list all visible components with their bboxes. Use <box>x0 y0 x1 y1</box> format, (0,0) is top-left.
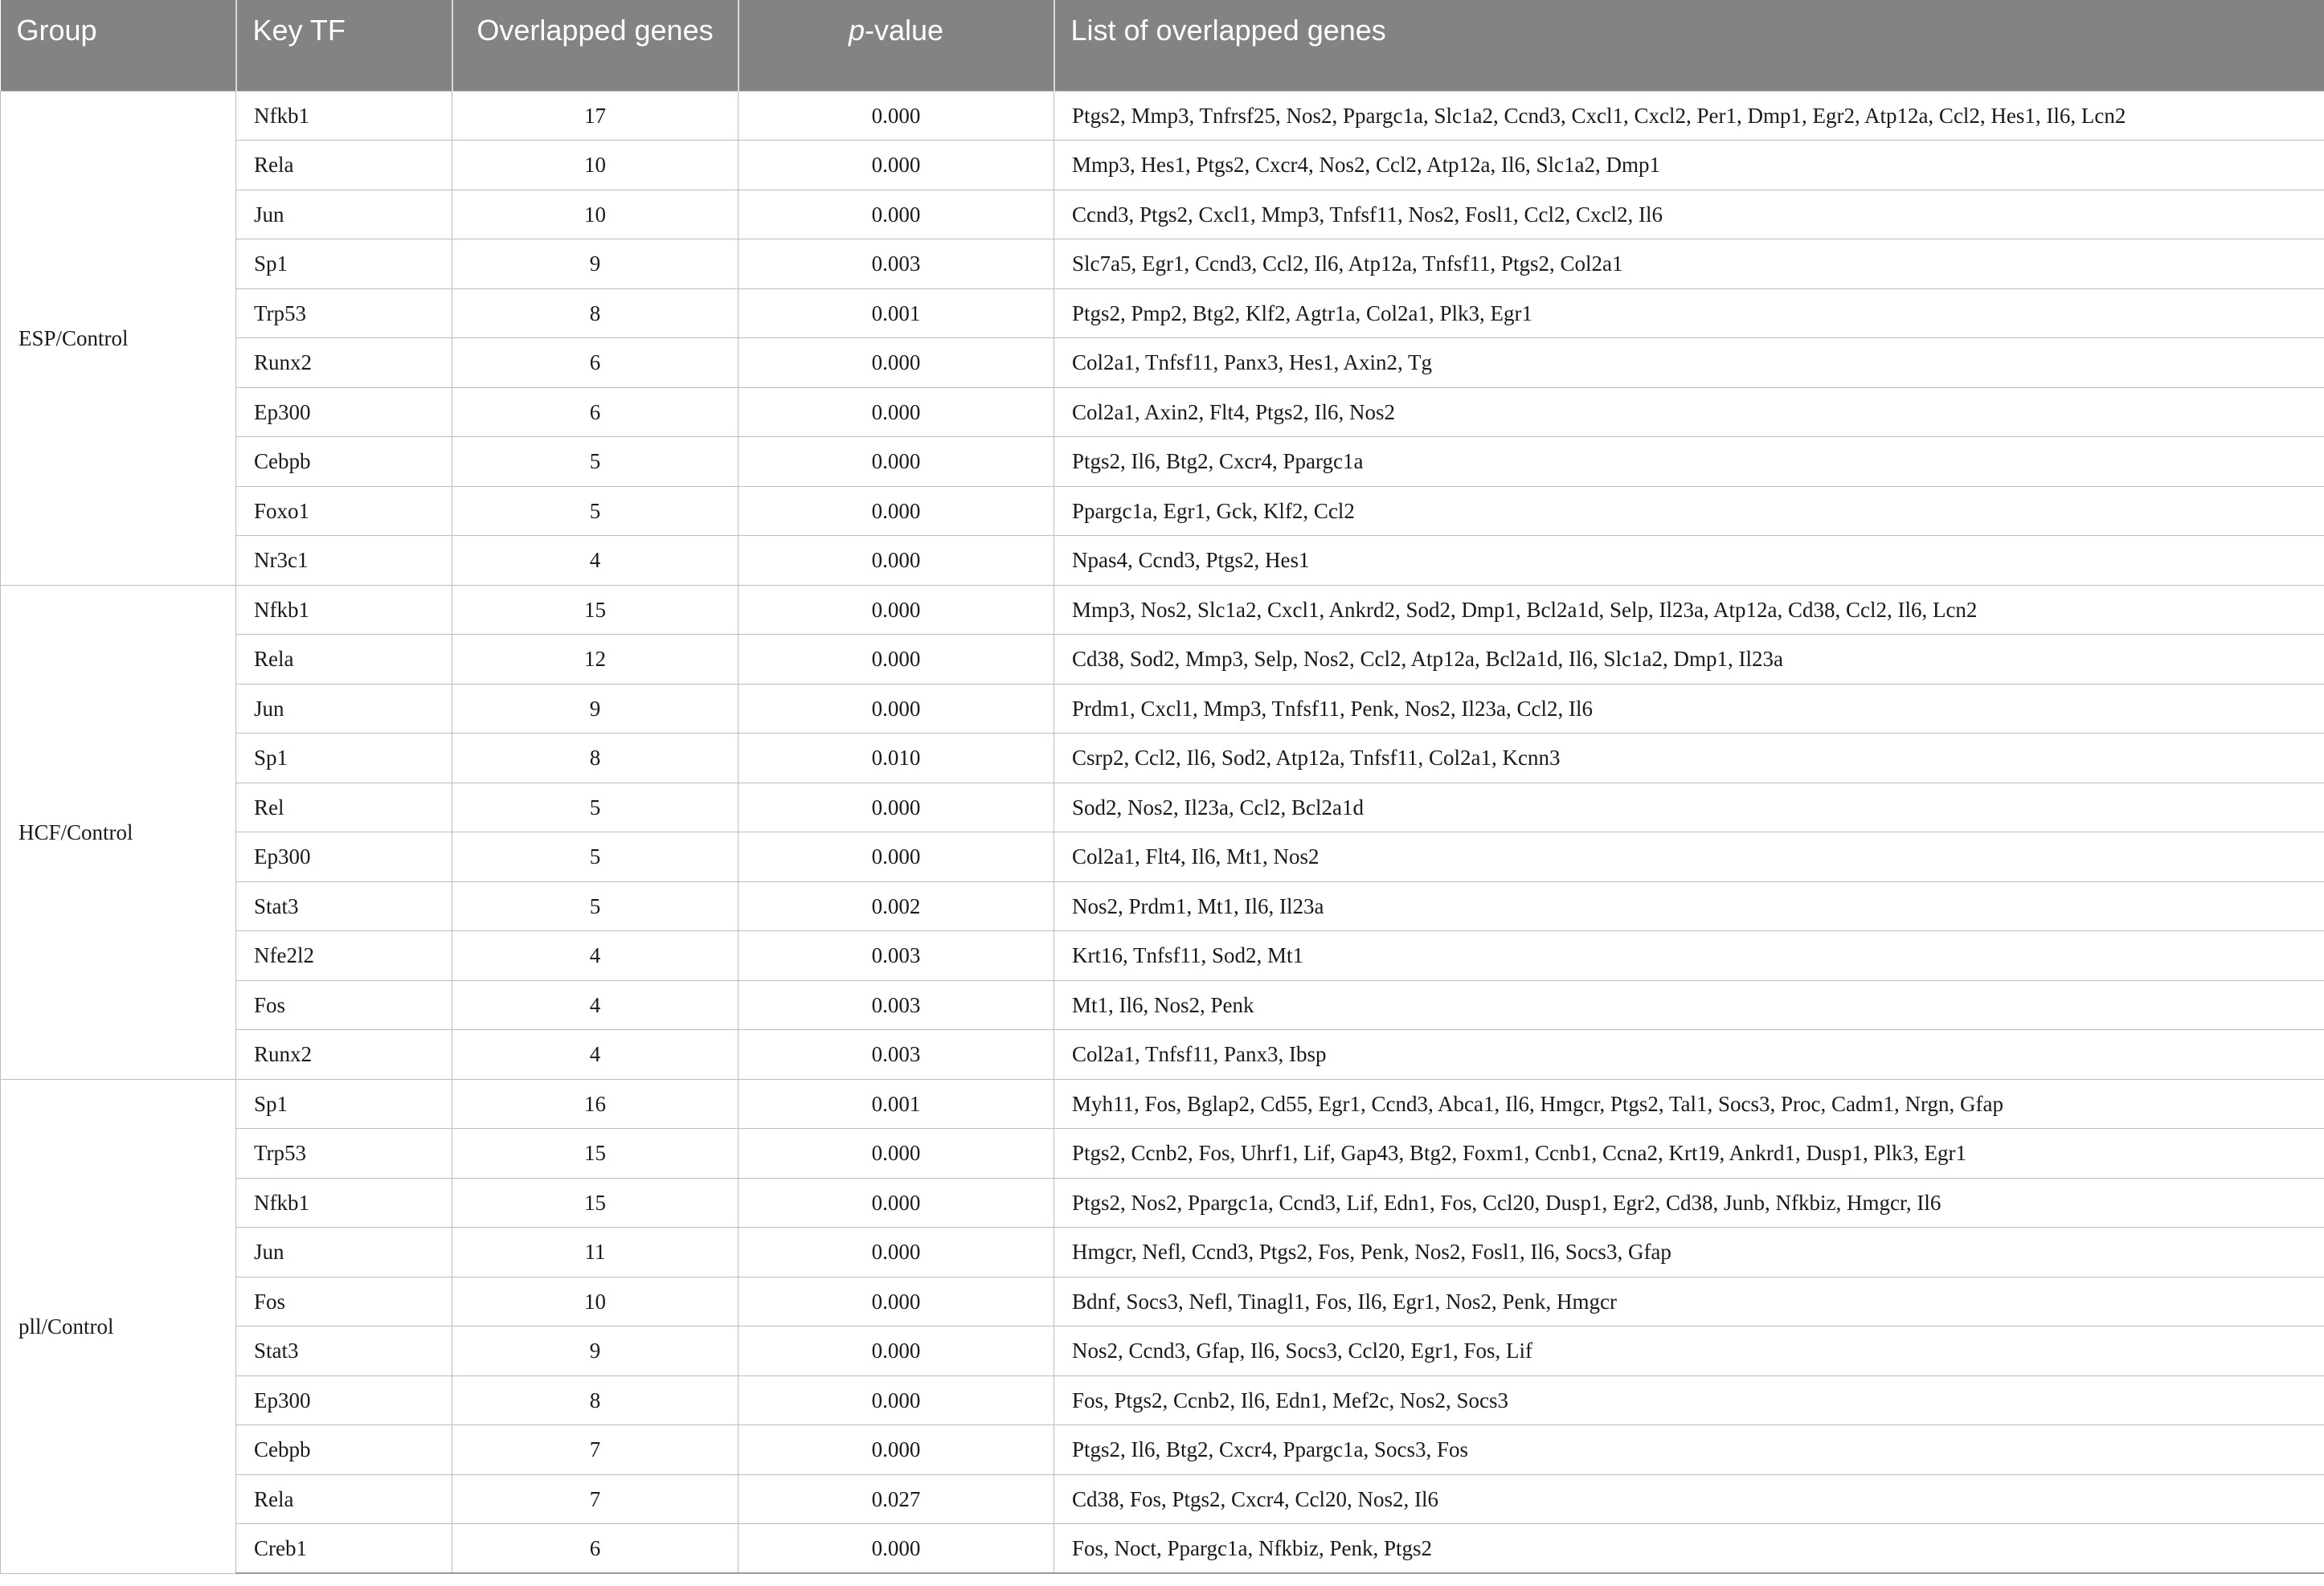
overlap-count-cell: 10 <box>452 190 739 239</box>
gene-list-cell: Col2a1, Flt4, Il6, Mt1, Nos2 <box>1054 832 2324 882</box>
p-value-cell: 0.000 <box>739 1178 1054 1228</box>
gene-list-cell: Sod2, Nos2, Il23a, Ccl2, Bcl2a1d <box>1054 783 2324 832</box>
table-row <box>1 1474 2324 1524</box>
p-value-cell: 0.000 <box>739 1375 1054 1425</box>
key-tf-cell: Fos <box>236 1277 452 1326</box>
key-tf-cell: Creb1 <box>236 1524 452 1574</box>
gene-list-cell: Myh11, Fos, Bglap2, Cd55, Egr1, Ccnd3, Abca1, Il6, Hmgcr, Ptgs2, Tal1, Socs3, Proc, Cadm1, Nrgn, Gfap <box>1054 1079 2324 1129</box>
header-p-value <box>739 0 1054 91</box>
table-row <box>1 585 2324 635</box>
overlap-count-cell: 8 <box>452 288 739 338</box>
gene-list-cell: Cd38, Sod2, Mmp3, Selp, Nos2, Ccl2, Atp12a, Bcl2a1d, Il6, Slc1a2, Dmp1, Il23a <box>1054 635 2324 685</box>
gene-list-cell: Ptgs2, Mmp3, Tnfrsf25, Nos2, Ppargc1a, Slc1a2, Ccnd3, Cxcl1, Cxcl2, Per1, Dmp1, Egr2, Atp12a, Ccl2, Hes1, Il6, Lcn2 <box>1054 91 2324 141</box>
overlap-count-cell: 17 <box>452 91 739 141</box>
key-tf-cell: Sp1 <box>236 239 452 289</box>
gene-list-cell: Col2a1, Axin2, Flt4, Ptgs2, Il6, Nos2 <box>1054 387 2324 437</box>
table-row <box>1 635 2324 685</box>
p-value-cell: 0.027 <box>739 1474 1054 1524</box>
table-row <box>1 190 2324 239</box>
key-tf-cell: Runx2 <box>236 1030 452 1080</box>
header-p-suffix: -value <box>864 14 944 47</box>
gene-list-cell: Ccnd3, Ptgs2, Cxcl1, Mmp3, Tnfsf11, Nos2, Fosl1, Ccl2, Cxcl2, Il6 <box>1054 190 2324 239</box>
p-value-cell: 0.000 <box>739 1326 1054 1376</box>
table-row <box>1 141 2324 190</box>
p-value-cell: 0.010 <box>739 734 1054 783</box>
overlap-count-cell: 15 <box>452 1129 739 1179</box>
gene-list-cell: Nos2, Prdm1, Mt1, Il6, Il23a <box>1054 881 2324 931</box>
gene-list-cell: Mt1, Il6, Nos2, Penk <box>1054 980 2324 1030</box>
gene-list-cell: Ptgs2, Pmp2, Btg2, Klf2, Agtr1a, Col2a1, Plk3, Egr1 <box>1054 288 2324 338</box>
gene-list-cell: Mmp3, Nos2, Slc1a2, Cxcl1, Ankrd2, Sod2, Dmp1, Bcl2a1d, Selp, Il23a, Atp12a, Cd38, Ccl2, Il6, Lcn2 <box>1054 585 2324 635</box>
p-value-cell: 0.003 <box>739 980 1054 1030</box>
p-value-cell: 0.000 <box>739 190 1054 239</box>
key-tf-cell: Nfkb1 <box>236 585 452 635</box>
p-value-cell: 0.000 <box>739 486 1054 536</box>
table-row <box>1 1277 2324 1326</box>
overlap-count-cell: 12 <box>452 635 739 685</box>
table-row <box>1 881 2324 931</box>
overlap-count-cell: 6 <box>452 387 739 437</box>
table-row <box>1 338 2324 388</box>
p-value-cell: 0.001 <box>739 288 1054 338</box>
table-row <box>1 1425 2324 1475</box>
table-row <box>1 1129 2324 1179</box>
p-value-cell: 0.003 <box>739 1030 1054 1080</box>
table-body <box>1 91 2324 1573</box>
gene-list-cell: Ptgs2, Il6, Btg2, Cxcr4, Ppargc1a <box>1054 437 2324 487</box>
overlap-count-cell: 10 <box>452 141 739 190</box>
gene-list-cell: Fos, Noct, Ppargc1a, Nfkbiz, Penk, Ptgs2 <box>1054 1524 2324 1574</box>
overlap-count-cell: 6 <box>452 338 739 388</box>
key-tf-cell: Trp53 <box>236 1129 452 1179</box>
table-row <box>1 734 2324 783</box>
p-value-cell: 0.000 <box>739 1277 1054 1326</box>
key-tf-cell: Nfkb1 <box>236 1178 452 1228</box>
key-tf-cell: Jun <box>236 190 452 239</box>
overlap-count-cell: 4 <box>452 1030 739 1080</box>
p-value-cell: 0.001 <box>739 1079 1054 1129</box>
p-value-cell: 0.000 <box>739 437 1054 487</box>
table-row <box>1 931 2324 981</box>
key-tf-cell: Sp1 <box>236 734 452 783</box>
overlap-count-cell: 6 <box>452 1524 739 1574</box>
overlap-count-cell: 7 <box>452 1474 739 1524</box>
gene-list-cell: Npas4, Ccnd3, Ptgs2, Hes1 <box>1054 536 2324 586</box>
table-row <box>1 91 2324 141</box>
overlap-count-cell: 9 <box>452 684 739 734</box>
table-row <box>1 1079 2324 1129</box>
key-tf-cell: Nfkb1 <box>236 91 452 141</box>
gene-list-cell: Krt16, Tnfsf11, Sod2, Mt1 <box>1054 931 2324 981</box>
p-value-cell: 0.000 <box>739 91 1054 141</box>
table-header <box>1 0 2324 91</box>
overlap-count-cell: 16 <box>452 1079 739 1129</box>
overlap-count-cell: 9 <box>452 239 739 289</box>
header-gene-list: List of overlapped genes <box>1054 0 2324 91</box>
overlap-count-cell: 11 <box>452 1228 739 1277</box>
gene-list-cell: Fos, Ptgs2, Ccnb2, Il6, Edn1, Mef2c, Nos2, Socs3 <box>1054 1375 2324 1425</box>
gene-list-cell: Hmgcr, Nefl, Ccnd3, Ptgs2, Fos, Penk, Nos2, Fosl1, Il6, Socs3, Gfap <box>1054 1228 2324 1277</box>
key-tf-cell: Foxo1 <box>236 486 452 536</box>
key-tf-cell: Sp1 <box>236 1079 452 1129</box>
gene-list-cell: Ptgs2, Il6, Btg2, Cxcr4, Ppargc1a, Socs3, Fos <box>1054 1425 2324 1475</box>
table-row <box>1 832 2324 882</box>
group-cell: HCF/Control <box>1 585 236 1079</box>
p-value-cell: 0.000 <box>739 141 1054 190</box>
key-tf-cell: Cebpb <box>236 437 452 487</box>
gene-list-cell: Ptgs2, Nos2, Ppargc1a, Ccnd3, Lif, Edn1, Fos, Ccl20, Dusp1, Egr2, Cd38, Junb, Nfkbiz, Hmgcr, Il6 <box>1054 1178 2324 1228</box>
table-row <box>1 684 2324 734</box>
overlap-count-cell: 7 <box>452 1425 739 1475</box>
table-row <box>1 288 2324 338</box>
p-value-cell: 0.003 <box>739 931 1054 981</box>
header-key-tf: Key TF <box>236 0 452 91</box>
header-group: Group <box>1 0 236 91</box>
p-value-cell: 0.000 <box>739 635 1054 685</box>
header-p-italic: p <box>848 14 865 47</box>
overlap-count-cell: 5 <box>452 832 739 882</box>
table-row <box>1 980 2324 1030</box>
key-tf-cell: Rela <box>236 141 452 190</box>
gene-list-cell: Bdnf, Socs3, Nefl, Tinagl1, Fos, Il6, Egr1, Nos2, Penk, Hmgcr <box>1054 1277 2324 1326</box>
key-tf-cell: Rela <box>236 635 452 685</box>
overlap-count-cell: 8 <box>452 1375 739 1425</box>
gene-list-cell: Csrp2, Ccl2, Il6, Sod2, Atp12a, Tnfsf11, Col2a1, Kcnn3 <box>1054 734 2324 783</box>
table-row <box>1 437 2324 487</box>
key-tf-cell: Fos <box>236 980 452 1030</box>
key-tf-cell: Stat3 <box>236 1326 452 1376</box>
header-row <box>1 0 2324 91</box>
p-value-cell: 0.000 <box>739 536 1054 586</box>
gene-list-cell: Nos2, Ccnd3, Gfap, Il6, Socs3, Ccl20, Egr1, Fos, Lif <box>1054 1326 2324 1376</box>
p-value-cell: 0.002 <box>739 881 1054 931</box>
key-tf-cell: Rela <box>236 1474 452 1524</box>
key-tf-cell: Ep300 <box>236 1375 452 1425</box>
key-tf-cell: Ep300 <box>236 832 452 882</box>
table-row <box>1 387 2324 437</box>
table-row <box>1 1178 2324 1228</box>
p-value-cell: 0.000 <box>739 783 1054 832</box>
table-row <box>1 783 2324 832</box>
overlap-count-cell: 4 <box>452 980 739 1030</box>
overlap-count-cell: 5 <box>452 783 739 832</box>
overlap-count-cell: 15 <box>452 585 739 635</box>
key-tf-cell: Runx2 <box>236 338 452 388</box>
p-value-cell: 0.000 <box>739 387 1054 437</box>
overlap-count-cell: 8 <box>452 734 739 783</box>
p-value-cell: 0.000 <box>739 832 1054 882</box>
p-value-cell: 0.000 <box>739 1425 1054 1475</box>
table-row <box>1 1375 2324 1425</box>
group-cell: ESP/Control <box>1 91 236 585</box>
table-row <box>1 1228 2324 1277</box>
table-row <box>1 1524 2324 1574</box>
header-overlapped-genes: Overlapped genes <box>452 0 739 91</box>
gene-list-cell: Col2a1, Tnfsf11, Panx3, Hes1, Axin2, Tg <box>1054 338 2324 388</box>
table-row <box>1 1326 2324 1376</box>
p-value-cell: 0.000 <box>739 1129 1054 1179</box>
overlap-count-cell: 5 <box>452 486 739 536</box>
overlap-count-cell: 15 <box>452 1178 739 1228</box>
gene-list-cell: Col2a1, Tnfsf11, Panx3, Ibsp <box>1054 1030 2324 1080</box>
gene-list-cell: Prdm1, Cxcl1, Mmp3, Tnfsf11, Penk, Nos2, Il23a, Ccl2, Il6 <box>1054 684 2324 734</box>
table-row <box>1 239 2324 289</box>
table-row <box>1 1030 2324 1080</box>
gene-list-cell: Cd38, Fos, Ptgs2, Cxcr4, Ccl20, Nos2, Il6 <box>1054 1474 2324 1524</box>
table-row <box>1 536 2324 586</box>
gene-list-cell: Mmp3, Hes1, Ptgs2, Cxcr4, Nos2, Ccl2, Atp12a, Il6, Slc1a2, Dmp1 <box>1054 141 2324 190</box>
key-tf-cell: Cebpb <box>236 1425 452 1475</box>
overlap-count-cell: 9 <box>452 1326 739 1376</box>
key-tf-cell: Ep300 <box>236 387 452 437</box>
key-tf-cell: Rel <box>236 783 452 832</box>
gene-list-cell: Ptgs2, Ccnb2, Fos, Uhrf1, Lif, Gap43, Btg2, Foxm1, Ccnb1, Ccna2, Krt19, Ankrd1, Dusp1, Plk3, Egr1 <box>1054 1129 2324 1179</box>
gene-list-cell: Ppargc1a, Egr1, Gck, Klf2, Ccl2 <box>1054 486 2324 536</box>
overlap-count-cell: 5 <box>452 437 739 487</box>
overlap-count-cell: 4 <box>452 536 739 586</box>
group-cell: pll/Control <box>1 1079 236 1573</box>
key-tf-cell: Jun <box>236 1228 452 1277</box>
key-tf-cell: Nr3c1 <box>236 536 452 586</box>
p-value-cell: 0.000 <box>739 684 1054 734</box>
overlap-count-cell: 5 <box>452 881 739 931</box>
key-tf-cell: Jun <box>236 684 452 734</box>
p-value-cell: 0.000 <box>739 1524 1054 1574</box>
key-tf-cell: Trp53 <box>236 288 452 338</box>
overlap-count-cell: 10 <box>452 1277 739 1326</box>
p-value-cell: 0.003 <box>739 239 1054 289</box>
key-tf-cell: Stat3 <box>236 881 452 931</box>
p-value-cell: 0.000 <box>739 585 1054 635</box>
overlap-count-cell: 4 <box>452 931 739 981</box>
p-value-cell: 0.000 <box>739 1228 1054 1277</box>
key-tf-cell: Nfe2l2 <box>236 931 452 981</box>
table-row <box>1 486 2324 536</box>
gene-list-cell: Slc7a5, Egr1, Ccnd3, Ccl2, Il6, Atp12a, Tnfsf11, Ptgs2, Col2a1 <box>1054 239 2324 289</box>
p-value-cell: 0.000 <box>739 338 1054 388</box>
